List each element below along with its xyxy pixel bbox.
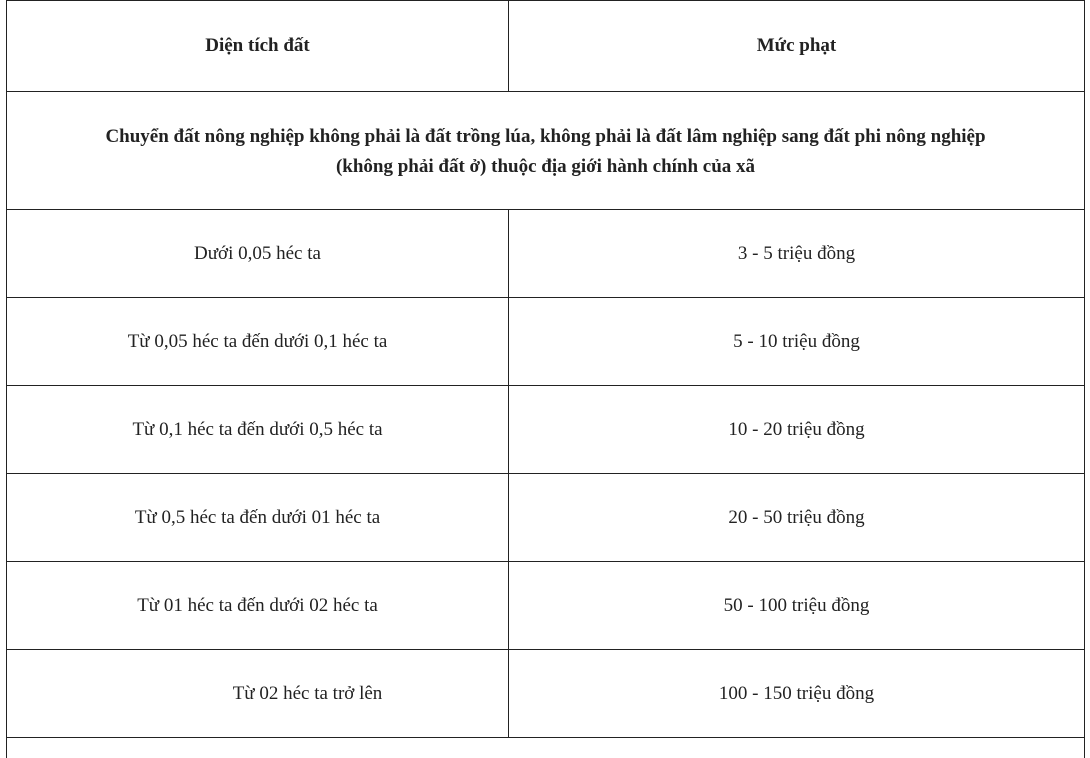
fine-cell: 3 - 5 triệu đồng (509, 210, 1085, 298)
table-row (7, 474, 1085, 562)
area-cell: Từ 0,05 héc ta đến dưới 0,1 héc ta (7, 298, 509, 386)
area-cell: Từ 0,5 héc ta đến dưới 01 héc ta (7, 474, 509, 562)
section-title-line1: Chuyển đất nông nghiệp không phải là đất trồng lúa, không phải là đất lâm nghiệp sang đất phi nông nghiệp (105, 126, 985, 147)
fine-cell: 10 - 20 triệu đồng (509, 386, 1085, 474)
table-header-row (7, 1, 1085, 92)
table-row (7, 562, 1085, 650)
penalty-table (6, 0, 1085, 758)
header-fine: Mức phạt (509, 1, 1085, 92)
area-cell: Dưới 0,05 héc ta (7, 210, 509, 298)
fine-cell: 20 - 50 triệu đồng (509, 474, 1085, 562)
table-row (7, 210, 1085, 298)
section-title (7, 92, 1085, 210)
header-area: Diện tích đất (7, 1, 509, 92)
penalty-table-container (6, 0, 1084, 758)
table-row (7, 386, 1085, 474)
area-cell: Từ 0,1 héc ta đến dưới 0,5 héc ta (7, 386, 509, 474)
table-row (7, 298, 1085, 386)
fine-cell: 100 - 150 triệu đồng (509, 650, 1085, 738)
table-row (7, 650, 1085, 738)
section-row (7, 92, 1085, 210)
fine-cell: 50 - 100 triệu đồng (509, 562, 1085, 650)
area-cell: Từ 02 héc ta trở lên (7, 650, 509, 738)
fine-cell: 5 - 10 triệu đồng (509, 298, 1085, 386)
area-cell: Từ 01 héc ta đến dưới 02 héc ta (7, 562, 509, 650)
section-title-line2: (không phải đất ở) thuộc địa giới hành chính của xã (336, 156, 755, 177)
